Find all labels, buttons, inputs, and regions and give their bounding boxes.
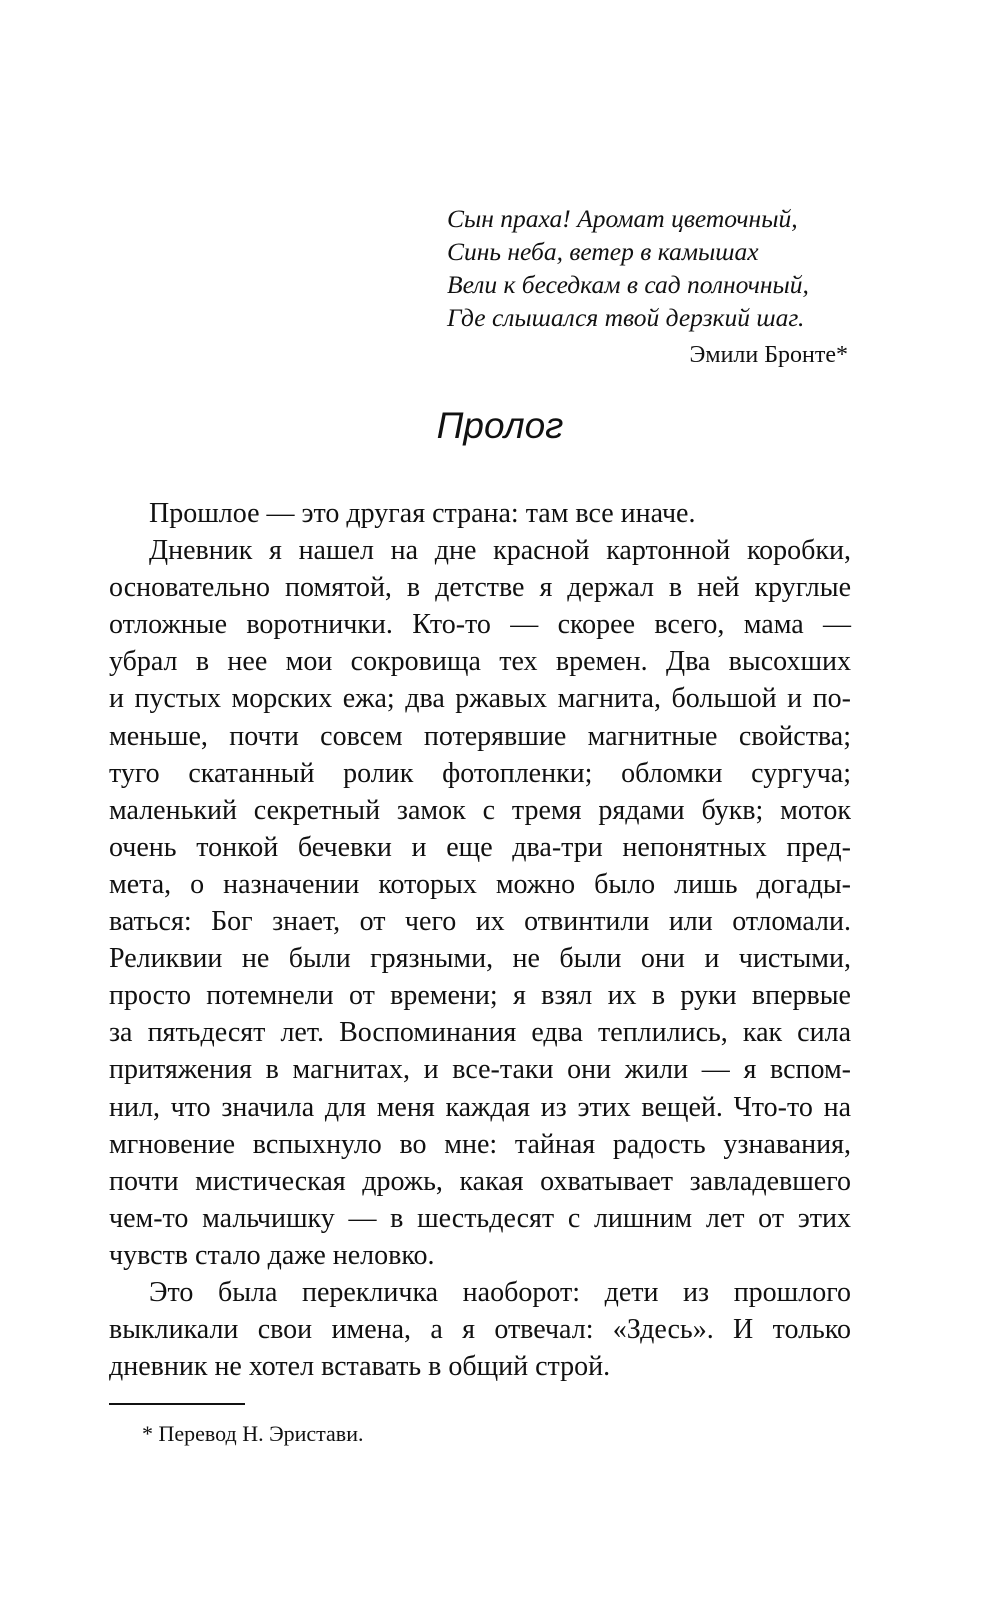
text-line: Дневник я нашел на дне красной картонной коробки,	[149, 535, 851, 567]
body-text	[109, 495, 851, 1385]
text-line: туго скатанный ролик фотопленки; обломки сургуча;	[109, 757, 851, 789]
text-line: нил, что значила для меня каждая из этих вещей. Что-то на	[109, 1091, 851, 1123]
text-line: чувств стало даже неловко.	[109, 1239, 435, 1271]
text-line: маленький секретный замок с тремя рядами букв; моток	[109, 794, 851, 826]
chapter-title: Пролог	[436, 405, 564, 446]
text-line: Прошлое — это другая страна: там все иначе.	[149, 498, 696, 529]
epigraph-attribution: Эмили Бронте*	[689, 342, 848, 368]
text-line: Реликвии не были грязными, не были они и чистыми,	[109, 943, 851, 975]
footnote: * Перевод Н. Эристави.	[142, 1421, 364, 1446]
text-line: чем-то мальчишку — в шестьдесят с лишним лет от этих	[109, 1202, 851, 1234]
text-line: выкликали свои имена, а я отвечал: «Здесь». И только	[109, 1314, 851, 1346]
text-line: ваться: Бог знает, от чего их отвинтили или отломали.	[109, 906, 851, 938]
text-line: мгновение вспыхнуло во мне: тайная радость узнавания,	[109, 1128, 851, 1160]
text-line: дневник не хотел вставать в общий строй.	[109, 1351, 611, 1383]
epigraph-line: Где слышался твой дерзкий шаг.	[447, 303, 805, 332]
text-line: за пятьдесят лет. Воспоминания едва теплились, как сила	[109, 1017, 851, 1049]
text-line: просто потемнели от времени; я взял их в руки впервые	[109, 980, 851, 1012]
text-line: основательно помятой, в детстве я держал в ней круглые	[109, 572, 851, 604]
epigraph-line: Сын праха! Аромат цветочный,	[447, 204, 798, 233]
text-line: меньше, почти совсем потерявшие магнитные свойства;	[109, 720, 851, 752]
text-line: отложные воротнички. Кто-то — скорее всего, мама —	[109, 609, 851, 641]
text-line: притяжения в магнитах, и все-таки они жили — я вспом-	[109, 1054, 851, 1086]
text-line: почти мистическая дрожь, какая охватывает завладевшего	[109, 1165, 851, 1197]
text-line: очень тонкой бечевки и еще два-три непонятных пред-	[109, 831, 851, 863]
text-line: и пустых морских ежа; два ржавых магнита, большой и по-	[109, 683, 851, 715]
text-line: убрал в нее мои сокровища тех времен. Два высохших	[109, 646, 851, 678]
epigraph	[447, 202, 867, 334]
footnote-rule	[109, 1403, 245, 1405]
text-line: мета, о назначении которых можно было лишь догады-	[109, 868, 851, 900]
text-line: Это была перекличка наоборот: дети из прошлого	[149, 1276, 851, 1308]
epigraph-line: Вели к беседкам в сад полночный,	[447, 270, 809, 299]
epigraph-line: Синь неба, ветер в камышах	[447, 237, 759, 266]
